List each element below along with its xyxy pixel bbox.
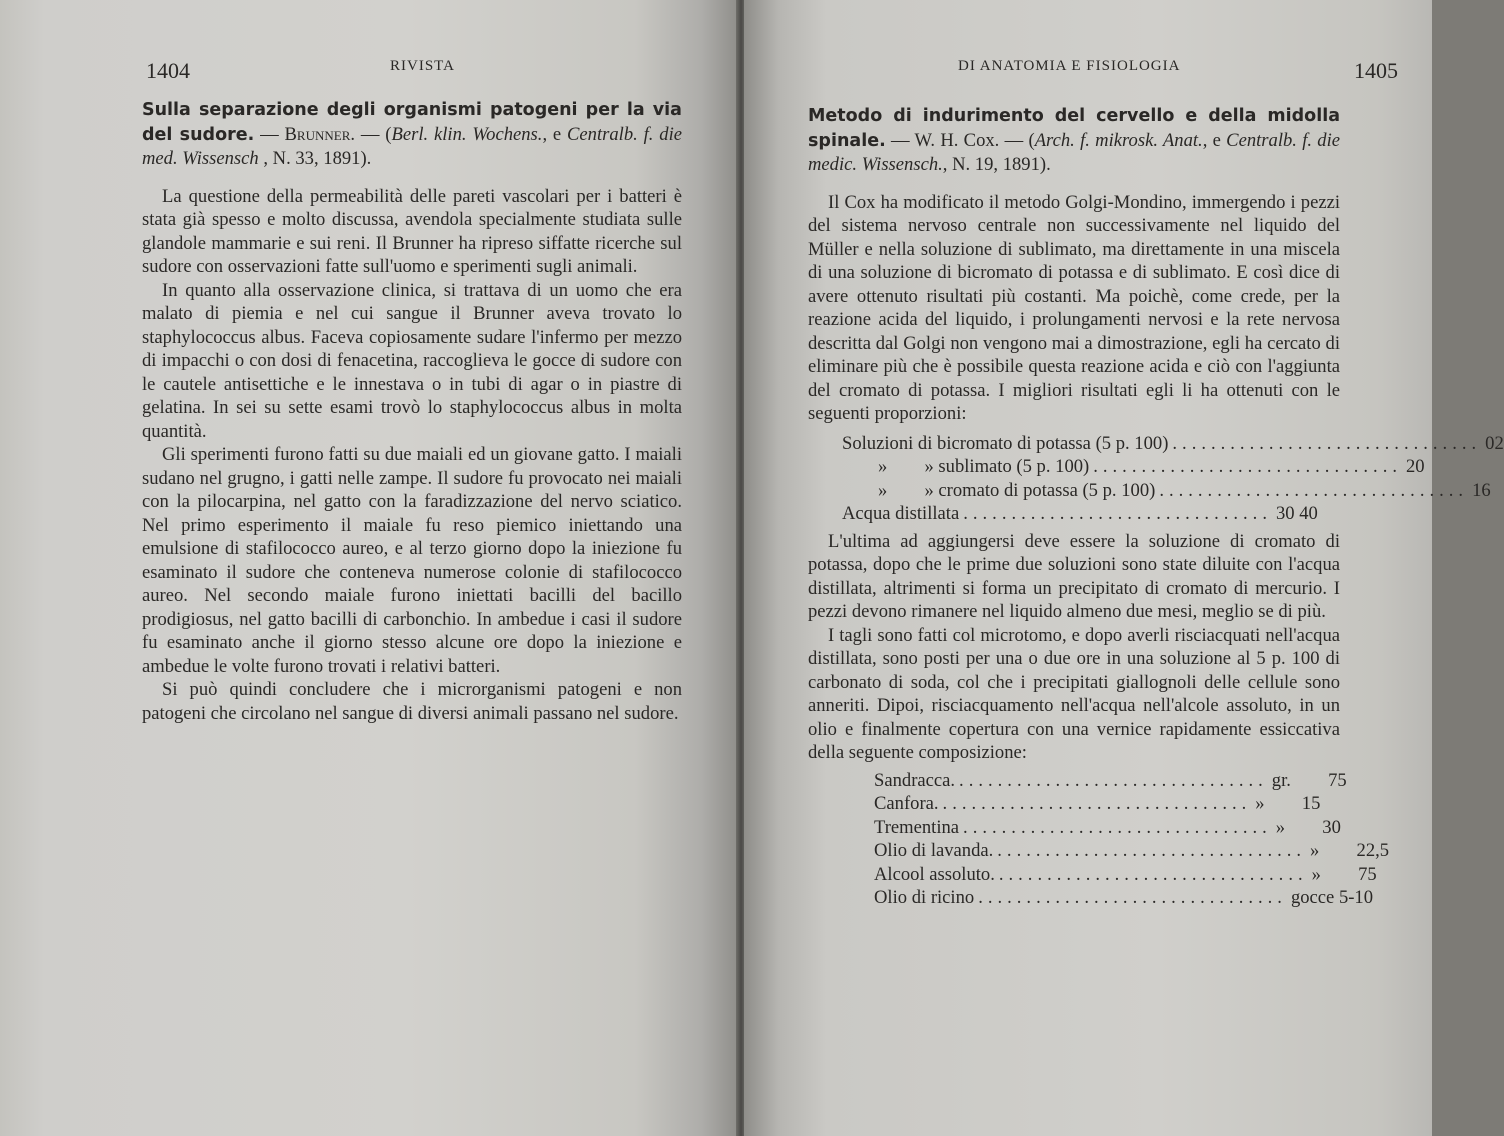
citation-tail: , N. 19, 1891). <box>942 154 1051 175</box>
article-title: Metodo di indurimento del cervello e della midolla spinale. <box>808 106 1340 151</box>
ingredient-value: 20 <box>1405 456 1425 477</box>
table-row <box>874 886 1374 910</box>
ingredient-label: Acqua distillata <box>842 503 960 524</box>
article-brunner <box>142 98 682 725</box>
ingredient-value: gocce 5-10 <box>1290 887 1374 908</box>
ingredient-label: » » sublimato (5 p. 100) <box>878 456 1090 477</box>
ingredient-value: » 22,5 <box>1310 840 1390 861</box>
table-row <box>874 863 1377 887</box>
leader-dots: ................................ <box>942 793 1252 814</box>
article-author: Brunner. <box>284 123 356 145</box>
table-row <box>874 769 1347 793</box>
article-heading: Sulla separazione degli organismi patogeni per la via del sudore. — Brunner. — (Berl. klin. Wochens., e Centralb. f. die med. Wissensch , N. 33, 1891). <box>142 100 683 169</box>
running-head: DI ANATOMIA E FISIOLOGIA <box>958 58 1181 74</box>
composition-table <box>874 769 1390 910</box>
table-row <box>874 792 1321 816</box>
ingredient-label: Soluzioni di bicromato di potassa (5 p. 100) <box>842 432 1169 454</box>
leader-dots: ................................ <box>1159 479 1469 501</box>
article-author: — W. H. Cox. <box>891 129 1000 151</box>
paragraph: Si può quindi concludere che i microrganismi patogeni e non patogeni che circolano nel sangue di diversi animali passano nel sudore. <box>142 679 682 724</box>
paragraph: In quanto alla osservazione clinica, si trattava di un uomo che era malato di piemia e nel cui sangue il Brunner aveva trovato lo staphylococcus albus. Faceva copiosamente sudare l'infermo per mezzo di impacchi o con dosi di fenacetina, raccoglieva le gocce di sudore con le cautele antisettiche e le innestava o in tubi di agar o in piastre di gelatina. In sei su sette esami trovò lo staphylococcus albus in molta quantità. <box>142 279 682 442</box>
citation-journal: Berl. klin. Wochens. <box>391 123 543 145</box>
leader-dots: ................................ <box>1172 432 1482 454</box>
ingredient-label: » » cromato di potassa (5 p. 100) <box>878 479 1156 501</box>
paragraph: L'ultima ad aggiungersi deve essere la soluzione di cromato di potassa, dopo che le prime due soluzioni sono state diluite con l'acqua distillata, altrimenti si forma un precipitato di cromato di mercurio. I pezzi devono rimanere nel liquido almeno due mesi, meglio se di più. <box>808 530 1340 622</box>
leader-dots: ................................ <box>959 769 1268 791</box>
leader-dots: ................................ <box>978 887 1287 908</box>
leader-dots: ................................ <box>998 863 1308 885</box>
citation-mid: , e <box>542 123 568 145</box>
leader-dots: ................................ <box>963 816 1272 838</box>
ingredient-label: Sandracca. <box>874 769 956 791</box>
article-heading <box>808 104 1340 177</box>
page-number: 1404 <box>146 58 190 83</box>
table-row <box>842 479 1491 503</box>
citation-journal-2: Centralb. f. die med. Wissensch <box>142 123 683 169</box>
solution-table <box>842 432 1504 526</box>
paragraph: Il Cox ha modificato il metodo Golgi-Mondino, immergendo i pezzi del sistema nervoso centrale non successivamente nel liquido del Müller e nella soluzione di sublimato, ma direttamente in una miscela di una soluzione di bicromato di potassa e di sublimato. E così dice di avere ottenuto risultati più costanti. Ma poichè, come crede, per la reazione acida del liquido, i prolungamenti nervosi e la rete nervosa descritta dal Golgi non vengono mai a dimostrazione, egli ha cercato di eliminare più che è possibile questa reazione acida e ciò con l'aggiunta del cromato di potassa. I migliori risultati egli li ha ottenuti con le seguenti proporzioni: <box>808 191 1340 424</box>
citation-mid: , e <box>1202 129 1227 151</box>
table-row <box>874 839 1390 863</box>
table-row <box>842 455 1425 479</box>
leader-dots: ................................ <box>963 503 1272 524</box>
ingredient-label: Olio di lavanda. <box>874 840 994 861</box>
leader-dots: ................................ <box>997 840 1307 861</box>
ingredient-value: » 30 <box>1275 816 1341 838</box>
running-head: RIVISTA <box>390 58 455 74</box>
ingredient-value: 02 <box>1485 432 1504 454</box>
ingredient-value: » 15 <box>1255 793 1321 814</box>
ingredient-value: 16 <box>1472 479 1491 501</box>
paragraph: Gli sperimenti furono fatti su due maiali ed un giovane gatto. I maiali sudano nel grugno, i gatti nelle zampe. Il sudore fu provocato nei maiali con la pilocarpina, nel gatto con la faradizzazione del nervo sciatico. Nel primo esperimento il maiale fu reso piemico iniettando una emulsione di stafilococco aureo, e al terzo giorno dopo la iniezione fu esaminato il sudore che conteneva numerose colonie di stafilococco aureo. Nel secondo maiale furono iniettati bacilli del bacillo prodigiosus, nel gatto bacilli di carbonchio. In ambedue i casi il sudore fu esaminato anche il giorno stesso alcune ore dopo la iniezione e ambedue le volte furono trovati i relativi batteri. <box>142 444 682 677</box>
ingredient-label: Olio di ricino <box>874 887 975 908</box>
paragraph: I tagli sono fatti col microtomo, e dopo averli risciacquati nell'acqua distillata, sono posti per una o due ore in una soluzione al 5 p. 100 di carbonato di soda, col che i precipitati giallognoli delle cellule sono anneriti. Dipoi, risciacquamento nell'acqua nell'alcole assoluto, in un olio e finalmente copertura con una vernice rapidamente essiccativa della seguente composizione: <box>808 624 1340 763</box>
table-row <box>842 432 1504 456</box>
citation-tail: , N. 33, 1891). <box>258 148 372 169</box>
citation-journal: Arch. f. mikrosk. Anat. <box>1034 129 1203 151</box>
ingredient-label: Canfora. <box>874 793 939 814</box>
citation-open: — ( <box>1004 129 1035 151</box>
page-number: 1405 <box>1354 58 1398 83</box>
table-row <box>842 502 1318 526</box>
citation-open: — ( <box>360 123 392 145</box>
ingredient-label: Alcool assoluto. <box>874 863 995 885</box>
leader-dots: ................................ <box>1093 456 1402 477</box>
ingredient-label: Trementina <box>874 816 960 838</box>
ingredient-value: gr. 75 <box>1271 769 1347 791</box>
article-cox <box>808 104 1504 910</box>
citation-journal-2: Centralb. f. die medic. Wissensch. <box>808 129 1341 175</box>
left-page <box>0 0 738 1136</box>
article-title: Sulla separazione degli organismi patogeni per la via del sudore. <box>142 100 682 145</box>
ingredient-value: 30 40 <box>1275 503 1318 524</box>
ingredient-value: » 75 <box>1311 863 1377 885</box>
paragraph: La questione della permeabilità delle pareti vascolari per i batteri è stata già spesso e molto discussa, avendola specialmente studiata sulle glandole mammarie e sui reni. Il Brunner ha ripreso siffatte ricerche sul sudore con osservazioni fatte sull'uomo e sperimenti sugli animali. <box>142 185 682 277</box>
table-row <box>874 816 1341 840</box>
